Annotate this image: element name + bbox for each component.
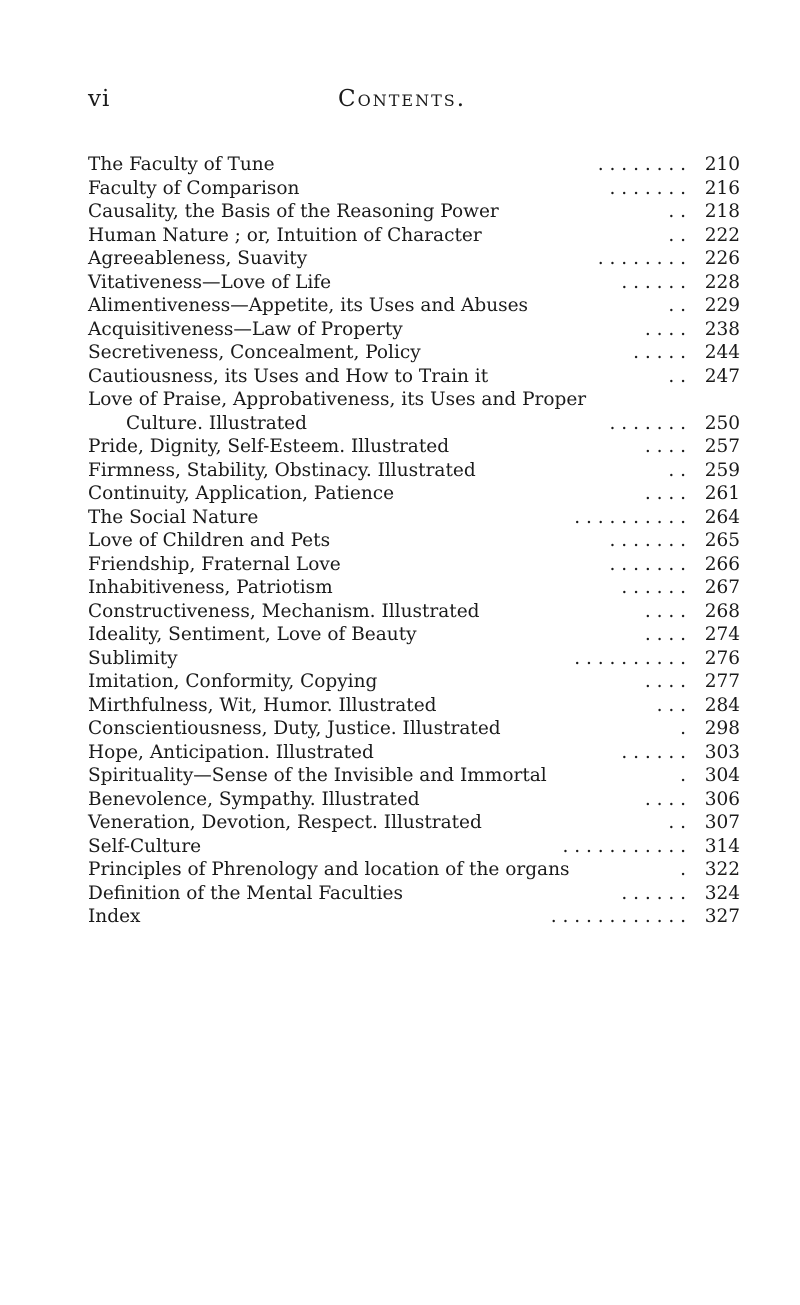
- toc-entry-page-number: 228: [704, 271, 740, 293]
- dot-leader: . . . . . . . .: [597, 154, 686, 175]
- toc-entry: [88, 153, 740, 177]
- dot-leader: . . . . . .: [621, 741, 686, 763]
- running-title: Contents.: [338, 86, 467, 112]
- toc-entry-title: Cautiousness, its Uses and How to Train it: [88, 365, 489, 387]
- dot-leader: . . . .: [644, 671, 686, 692]
- toc-entry-title: Ideality, Sentiment, Love of Beauty: [88, 624, 417, 645]
- toc-entry: [88, 905, 740, 929]
- dot-leader: . . . . . .: [621, 271, 686, 293]
- toc-entry-title: Mirthfulness, Wit, Humor. Illustrated: [88, 694, 437, 716]
- toc-entry: [88, 835, 740, 859]
- toc-entry-title: Definition of the Mental Faculties: [88, 882, 403, 904]
- dot-leader: . . . . . . . . . . . .: [550, 906, 686, 927]
- toc-entry-title: Vitativeness—Love of Life: [88, 271, 332, 293]
- dot-leader: . . . . . . . . . .: [574, 506, 686, 528]
- toc-entry-title: Principles of Phrenology and location of the organs: [88, 859, 570, 880]
- toc-entry-page-number: 304: [704, 765, 740, 786]
- dot-leader: . .: [668, 201, 686, 222]
- toc-entry-page-number: 298: [704, 718, 740, 739]
- toc-entry-title: The Social Nature: [88, 506, 259, 528]
- dot-leader: . . .: [656, 694, 686, 716]
- toc-entry: [88, 576, 740, 600]
- toc-entry-page-number: 268: [704, 600, 740, 622]
- toc-entry-title: Causality, the Basis of the Reasoning Power: [88, 201, 499, 222]
- toc-entry-title: Pride, Dignity, Self-Esteem. Illustrated: [88, 436, 450, 457]
- dot-leader: . .: [668, 459, 686, 481]
- toc-entry-title: Friendship, Fraternal Love: [88, 553, 341, 575]
- toc-entry: [88, 788, 740, 812]
- toc-entry: [88, 412, 740, 436]
- toc-entry-page-number: 324: [704, 882, 740, 904]
- page-number: vi: [88, 86, 111, 112]
- dot-leader: .: [680, 718, 686, 739]
- toc-entry-title: Conscientiousness, Duty, Justice. Illustrated: [88, 718, 501, 739]
- page-header: [88, 86, 728, 126]
- dot-leader: . . . . . .: [621, 577, 686, 598]
- toc-entry: [88, 529, 740, 553]
- toc-entry-title: Inhabitiveness, Patriotism: [88, 577, 333, 598]
- toc-entry-page-number: 277: [704, 671, 740, 692]
- toc-entry-title: Love of Praise, Approbativeness, its Uses and Proper: [88, 389, 587, 410]
- dot-leader: . . . .: [644, 318, 686, 340]
- toc-entry-page-number: 222: [704, 224, 740, 246]
- dot-leader: . .: [668, 295, 686, 316]
- toc-entry: [88, 318, 740, 342]
- toc-entry: [88, 200, 740, 224]
- toc-entry: [88, 435, 740, 459]
- toc-entry-title: Self-Culture: [88, 835, 202, 857]
- toc-entry-title: Constructiveness, Mechanism. Illustrated: [88, 600, 480, 622]
- dot-leader: . . . . . . .: [609, 177, 686, 199]
- toc-entry-page-number: 274: [704, 624, 740, 645]
- toc-entry: [88, 811, 740, 835]
- toc-entry-title: Firmness, Stability, Obstinacy. Illustrated: [88, 459, 476, 481]
- toc-entry: [88, 177, 740, 201]
- toc-entry: [88, 459, 740, 483]
- toc-entry: [88, 388, 740, 412]
- toc-entry: [88, 694, 740, 718]
- toc-entry-page-number: 257: [704, 436, 740, 457]
- toc-entry-page-number: 216: [704, 177, 740, 199]
- toc-entry-page-number: 276: [704, 647, 740, 669]
- toc-entry-page-number: 306: [704, 788, 740, 810]
- toc-entry-title: Love of Children and Pets: [88, 530, 331, 551]
- toc-entry-page-number: 259: [704, 459, 740, 481]
- toc-entry-page-number: 226: [704, 248, 740, 269]
- toc-entry-title: Alimentiveness—Appetite, its Uses and Abuses: [88, 295, 529, 316]
- toc-entry-page-number: 264: [704, 506, 740, 528]
- toc-entry-title: Faculty of Comparison: [88, 177, 300, 199]
- toc-entry: [88, 858, 740, 882]
- toc-entry-title: Agreeableness, Suavity: [88, 248, 308, 269]
- dot-leader: .: [680, 765, 686, 786]
- toc-entry: [88, 294, 740, 318]
- dot-leader: . . . . . . . . . .: [574, 647, 686, 669]
- toc-entry: [88, 764, 740, 788]
- dot-leader: . . . . . . .: [609, 530, 686, 551]
- toc-entry: [88, 647, 740, 671]
- dot-leader: . . . . .: [633, 342, 686, 363]
- dot-leader: . . . .: [644, 788, 686, 810]
- toc-entry-title: The Faculty of Tune: [88, 154, 275, 175]
- toc-entry: [88, 247, 740, 271]
- toc-entry-title: Veneration, Devotion, Respect. Illustrated: [88, 812, 482, 833]
- toc-entry: [88, 670, 740, 694]
- toc-entry-title: Imitation, Conformity, Copying: [88, 671, 378, 692]
- dot-leader: . . . . . . .: [609, 412, 686, 434]
- table-of-contents: [88, 153, 740, 929]
- toc-entry-title: Benevolence, Sympathy. Illustrated: [88, 788, 420, 810]
- toc-entry-page-number: 265: [704, 530, 740, 551]
- toc-entry: [88, 224, 740, 248]
- toc-entry-title: Spirituality—Sense of the Invisible and Immortal: [88, 765, 547, 786]
- dot-leader: . . . .: [644, 624, 686, 645]
- dot-leader: . . . .: [644, 600, 686, 622]
- toc-entry-page-number: 218: [704, 201, 740, 222]
- toc-entry-title: Hope, Anticipation. Illustrated: [88, 741, 374, 763]
- toc-entry: [88, 341, 740, 365]
- toc-entry-title: Acquisitiveness—Law of Property: [88, 318, 403, 340]
- toc-entry: [88, 482, 740, 506]
- toc-entry-page-number: 284: [704, 694, 740, 716]
- toc-entry-title: Continuity, Application, Patience: [88, 483, 395, 504]
- dot-leader: .: [680, 859, 686, 880]
- dot-leader: . . . . . . .: [609, 553, 686, 575]
- toc-entry-page-number: 314: [704, 835, 740, 857]
- dot-leader: . . . .: [644, 436, 686, 457]
- toc-entry-page-number: 303: [704, 741, 740, 763]
- toc-entry-page-number: 210: [704, 154, 740, 175]
- toc-entry: [88, 553, 740, 577]
- toc-entry-page-number: 307: [704, 812, 740, 833]
- toc-entry: [88, 365, 740, 389]
- toc-entry: [88, 600, 740, 624]
- dot-leader: . . . .: [644, 483, 686, 504]
- dot-leader: . .: [668, 812, 686, 833]
- toc-entry: [88, 623, 740, 647]
- toc-entry-page-number: 244: [704, 342, 740, 363]
- toc-entry-title: Human Nature ; or, Intuition of Character: [88, 224, 482, 246]
- toc-entry: [88, 506, 740, 530]
- toc-entry: [88, 271, 740, 295]
- toc-entry-title: Culture. Illustrated: [126, 412, 307, 434]
- toc-entry-page-number: 229: [704, 295, 740, 316]
- toc-entry-page-number: 327: [704, 906, 740, 927]
- toc-entry-title: Index: [88, 906, 141, 927]
- toc-entry: [88, 717, 740, 741]
- toc-entry-page-number: 261: [704, 483, 740, 504]
- toc-entry-page-number: 238: [704, 318, 740, 340]
- toc-entry: [88, 882, 740, 906]
- toc-entry-title: Secretiveness, Concealment, Policy: [88, 342, 421, 363]
- dot-leader: . . . . . . . .: [597, 248, 686, 269]
- toc-entry-page-number: 322: [704, 859, 740, 880]
- toc-entry-page-number: 247: [704, 365, 740, 387]
- dot-leader: . . . . . .: [621, 882, 686, 904]
- toc-entry: [88, 741, 740, 765]
- toc-entry-title: Sublimity: [88, 647, 178, 669]
- toc-entry-page-number: 250: [704, 412, 740, 434]
- dot-leader: . .: [668, 365, 686, 387]
- dot-leader: . . . . . . . . . . .: [562, 835, 686, 857]
- toc-entry-page-number: 267: [704, 577, 740, 598]
- dot-leader: . .: [668, 224, 686, 246]
- toc-entry-page-number: 266: [704, 553, 740, 575]
